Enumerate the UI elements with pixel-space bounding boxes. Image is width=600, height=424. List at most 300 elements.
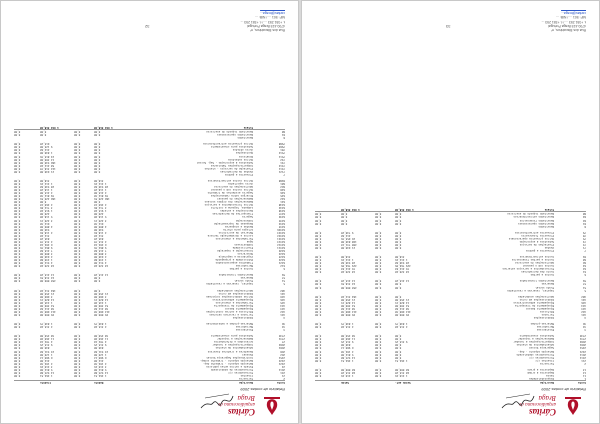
signature-mark xyxy=(199,392,235,412)
cell-credit: 840,00 xyxy=(40,346,50,350)
cell-credit: 18 320,40 xyxy=(341,270,356,274)
cell-account: 21 xyxy=(281,373,285,377)
cell-credit-prev: 0,00 xyxy=(315,230,322,234)
cell-account: 62313 xyxy=(277,239,285,243)
cell-account: 2731 xyxy=(278,337,285,341)
page-header xyxy=(315,386,586,416)
page-header xyxy=(14,386,285,416)
cell-description: Resultado líquido do exercício xyxy=(507,212,554,216)
cell-debit-prev: 0,00 xyxy=(74,358,81,362)
cell-description: Encargos sobre remunerações xyxy=(210,194,253,198)
cell-credit-prev xyxy=(14,136,36,139)
cell-description: Reservas xyxy=(541,282,554,286)
cell-credit-prev: 0,00 xyxy=(315,343,322,347)
cell-debit-prev: 0,00 xyxy=(74,340,81,344)
cell-description: Resultados extraordinários xyxy=(513,215,554,219)
cell-account: 422 xyxy=(581,309,586,313)
cell-debit-prev: 0,00 xyxy=(74,130,81,134)
cell-debit-prev xyxy=(375,292,391,295)
cell-description: Ferramentas e utensílios xyxy=(215,300,253,304)
cell-credit: 5 812,00 xyxy=(341,352,354,356)
cell-debit: 2 315,40 xyxy=(94,325,107,329)
table-row xyxy=(315,292,586,295)
cell-debit: 95 000,00 xyxy=(395,312,410,316)
cell-credit-prev xyxy=(14,286,36,289)
cell-description xyxy=(429,276,554,279)
cell-debit: 48 315,20 xyxy=(395,370,410,374)
cell-debit-prev: 0,00 xyxy=(74,200,81,204)
cell-credit: 28 540,60 xyxy=(40,185,55,188)
cell-debit: 0,00 xyxy=(94,160,101,164)
cell-credit-prev: 0,00 xyxy=(14,303,21,307)
table-row xyxy=(315,334,586,337)
cell-account: 646 xyxy=(280,191,285,195)
cell-debit: 0,00 xyxy=(395,212,402,216)
cell-credit: 412,60 xyxy=(40,148,50,152)
cell-debit-prev: 0,00 xyxy=(74,361,81,365)
cell-account: 62322 xyxy=(277,233,285,237)
table-row xyxy=(14,356,285,359)
cell-debit-prev: 0,00 xyxy=(74,306,81,310)
cell-credit-prev: 0,00 xyxy=(14,212,21,216)
cell-account xyxy=(257,139,285,142)
cell-credit: 9 740,20 xyxy=(341,230,354,234)
cell-description: Limpeza, higiene e conforto xyxy=(210,206,253,210)
cell-credit: 38 412,60 xyxy=(40,306,55,310)
cell-description: Artigos para oferta xyxy=(223,227,253,231)
cell-credit-prev: 0,00 xyxy=(315,212,322,216)
cell-description: Pessoal xyxy=(242,352,253,356)
cell-credit: 6 980,12 xyxy=(40,355,53,359)
cell-credit-prev xyxy=(315,228,337,231)
cell-credit: 200 731,10 xyxy=(341,242,357,246)
cell-description: Subsídios investimento xyxy=(519,334,554,338)
table-row xyxy=(315,307,586,310)
cell-description: Remunerações dos órgãos sociais xyxy=(204,200,253,204)
cell-debit-prev: 0,00 xyxy=(74,312,81,316)
cell-credit: 2 260,10 xyxy=(40,203,53,207)
cell-credit-prev: 0,00 xyxy=(14,255,21,259)
cell-description xyxy=(429,365,554,368)
cell-account: 36 xyxy=(582,322,586,326)
cell-credit: 3 680,00 xyxy=(40,294,53,298)
table-row xyxy=(315,249,586,252)
cell-account: 2 xyxy=(283,376,285,380)
table-row xyxy=(14,243,285,246)
cell-debit-prev: 0,00 xyxy=(74,346,81,350)
cell-debit-prev: 0,00 xyxy=(375,212,382,216)
cell-description: Prestações de serviços xyxy=(519,242,554,246)
table-row xyxy=(14,273,285,276)
cell-debit xyxy=(94,316,124,319)
table-row xyxy=(315,356,586,359)
cell-debit-prev: 0,00 xyxy=(74,160,81,164)
cell-credit-prev: 0,00 xyxy=(14,169,21,173)
cell-description: Combustíveis xyxy=(234,242,253,246)
table-row xyxy=(14,346,285,349)
cell-account: 6222 xyxy=(278,258,285,262)
cell-credit: 2 104,30 xyxy=(40,361,53,365)
cell-debit-prev xyxy=(375,273,391,276)
cell-credit-prev: 0,00 xyxy=(315,282,322,286)
cell-account: 4 xyxy=(283,316,285,320)
cell-description: Livros e documentação técnica xyxy=(207,233,253,237)
table-row xyxy=(315,319,586,322)
cell-credit-prev: 0,00 xyxy=(14,312,21,316)
table-row xyxy=(315,377,586,380)
cell-credit-prev: 0,00 xyxy=(315,340,322,344)
table-row xyxy=(14,151,285,154)
cell-credit-prev: 0,00 xyxy=(14,209,21,213)
cell-debit-prev xyxy=(375,362,391,365)
table-row xyxy=(315,310,586,313)
cell-credit-prev: 0,00 xyxy=(315,300,322,304)
cell-account: 75 xyxy=(582,236,586,240)
table-row xyxy=(14,334,285,337)
footer-email[interactable]: caritas@braga... xyxy=(260,11,285,16)
cell-credit-prev: 0,00 xyxy=(14,261,21,265)
table-row xyxy=(14,270,285,273)
table-row xyxy=(14,188,285,191)
table-row xyxy=(315,365,586,368)
cell-debit: 412 680,30 xyxy=(395,309,411,313)
cell-debit-prev: 0,00 xyxy=(375,267,382,271)
cell-debit: 0,00 xyxy=(395,294,402,298)
cell-debit: 4 702,18 xyxy=(94,340,107,344)
cell-debit: 0,00 xyxy=(94,133,101,137)
cell-debit-prev: 0,00 xyxy=(74,248,81,252)
cell-debit-prev: 0,00 xyxy=(375,218,382,222)
cell-account: 441 xyxy=(581,297,586,301)
table-row xyxy=(315,243,586,246)
cell-debit-prev xyxy=(74,286,90,289)
table-row xyxy=(14,179,285,182)
cell-credit: 1 915,40 xyxy=(40,209,53,213)
table-row xyxy=(14,194,285,197)
cell-debit: 1 212,45 xyxy=(94,181,107,185)
cell-description: Mercadorias xyxy=(536,325,554,329)
cell-account xyxy=(558,208,586,211)
footer-address: Rua dos Biscainhos, nº xyxy=(250,28,285,32)
cell-debit-prev: 0,00 xyxy=(375,337,382,341)
cell-credit-prev xyxy=(14,282,36,285)
cell-debit-prev xyxy=(375,228,391,231)
cell-account xyxy=(257,176,285,179)
cell-account: 681 xyxy=(280,181,285,185)
cell-account: 59 xyxy=(582,279,586,283)
cell-credit: 4 702,18 xyxy=(40,340,53,344)
cell-debit: 7 415,60 xyxy=(94,248,107,252)
cell-description xyxy=(128,139,253,142)
cell-account: 82 xyxy=(582,218,586,222)
cell-account: 424 xyxy=(581,303,586,307)
cell-credit: 229 766,05 xyxy=(341,264,357,268)
cell-debit: 0,00 xyxy=(395,334,402,338)
page-footer xyxy=(14,8,285,38)
cell-account: 6233 xyxy=(278,224,285,228)
cell-credit: 5 118,90 xyxy=(40,215,53,219)
cell-account: 2745 xyxy=(579,334,586,338)
cell-debit-prev: 0,00 xyxy=(74,206,81,210)
cell-account: 742 xyxy=(280,157,285,161)
cell-credit-prev xyxy=(14,126,36,129)
document-page xyxy=(0,0,299,424)
cell-debit-prev: 0,00 xyxy=(375,352,382,356)
cell-description: Proveitos extraordinários xyxy=(514,230,554,234)
cell-description: Terceiros xyxy=(539,361,554,365)
cell-debit-prev: 0,00 xyxy=(74,370,81,374)
cell-debit: 28 540,60 xyxy=(94,185,109,188)
cell-debit: 3 712,85 xyxy=(94,206,107,210)
cell-credit: 12 300,00 xyxy=(40,157,55,161)
table-row xyxy=(14,359,285,362)
cell-debit-prev: 0,00 xyxy=(74,352,81,356)
cell-debit: 0,00 xyxy=(395,239,402,243)
cell-description: Subsídios para investimento xyxy=(210,145,253,149)
cell-credit: 0,00 xyxy=(341,221,348,225)
cell-credit-prev xyxy=(315,208,337,211)
table-row xyxy=(315,286,586,289)
table-row xyxy=(14,261,285,264)
cell-credit: 14 523,80 xyxy=(40,370,55,374)
cell-account xyxy=(558,365,586,368)
cell-description: Depósitos a prazo xyxy=(527,367,554,371)
cell-debit-prev: 0,00 xyxy=(74,218,81,222)
cell-debit: 0,00 xyxy=(395,221,402,225)
cell-credit: 1 264,51 xyxy=(40,373,53,377)
cell-debit-prev: 0,00 xyxy=(74,264,81,268)
cell-credit-prev: 0,00 xyxy=(14,163,21,167)
cell-description: Amortizações acumuladas xyxy=(518,294,554,298)
cell-debit: 840,00 xyxy=(94,346,104,350)
cell-description: Resultados financeiros xyxy=(519,218,554,222)
cell-account xyxy=(257,319,285,322)
cell-description: Clientes xyxy=(240,373,253,377)
cell-credit-prev: 0,00 xyxy=(14,218,21,222)
cell-credit: 1 642 318,40 xyxy=(341,208,360,212)
table-row xyxy=(14,279,285,282)
cell-debit-prev: 0,00 xyxy=(74,261,81,265)
table-row xyxy=(315,273,586,276)
cell-debit: 186 420,55 xyxy=(94,197,110,201)
cell-credit-prev xyxy=(315,377,337,380)
cell-debit: 0,00 xyxy=(94,145,101,149)
cell-account: 84 xyxy=(582,215,586,219)
cell-account xyxy=(558,276,586,279)
organization-city: Braga xyxy=(237,393,255,402)
cell-debit-prev: 0,00 xyxy=(74,252,81,256)
table-row xyxy=(14,304,285,307)
cell-credit-prev: 0,00 xyxy=(14,273,21,277)
cell-debit: 2 104,30 xyxy=(94,361,107,365)
organization-city: Braga xyxy=(538,393,556,402)
table-row xyxy=(315,282,586,285)
table-row xyxy=(14,218,285,221)
cell-credit: 184 312,40 xyxy=(341,294,357,298)
footer-nif: NIF: 501 ... / NIB: ... xyxy=(255,15,285,20)
cell-debit: 0,00 xyxy=(395,349,402,353)
cell-credit-prev: 0,00 xyxy=(14,322,21,326)
cell-account: 2682 xyxy=(278,343,285,347)
cell-description: Resultados xyxy=(237,136,253,140)
cell-account: 6221 xyxy=(278,261,285,265)
table-row xyxy=(315,258,586,261)
cell-credit xyxy=(341,365,371,368)
cell-credit xyxy=(341,252,371,255)
cell-debit-prev xyxy=(74,173,90,176)
ledger-table xyxy=(315,46,586,384)
cell-debit: 412 680,30 xyxy=(94,309,110,313)
table-row xyxy=(315,304,586,307)
cell-credit-prev: 0,00 xyxy=(14,230,21,234)
cell-description: Equipamento básico xyxy=(224,306,253,310)
cell-debit-prev: 0,00 xyxy=(74,185,81,188)
cell-credit: 612,30 xyxy=(40,221,50,225)
cell-account: 2682 xyxy=(579,340,586,344)
cell-credit: 6 204,18 xyxy=(40,242,53,246)
table-row xyxy=(14,145,285,148)
cell-debit-prev: 0,00 xyxy=(74,145,81,149)
cell-debit: 0,00 xyxy=(395,245,402,249)
cell-credit-prev xyxy=(315,381,337,384)
cell-debit-prev xyxy=(74,176,90,179)
cell-credit-prev: 0,00 xyxy=(315,373,322,377)
cell-credit-prev: 0,00 xyxy=(14,346,21,350)
cell-account: 12 xyxy=(582,370,586,374)
cell-debit-prev xyxy=(375,225,391,228)
cell-credit: 11 460,90 xyxy=(40,337,55,341)
cell-debit: 3 800,00 xyxy=(94,252,107,256)
cell-description: Custo das mercadorias xyxy=(521,270,554,274)
cell-credit-prev: 0,00 xyxy=(14,157,21,161)
cell-debit-prev xyxy=(74,139,90,142)
cell-debit: 76 412,83 xyxy=(395,267,410,271)
cell-debit: 18 320,40 xyxy=(395,270,410,274)
organization-subtitle: arquidiocesana de xyxy=(218,401,255,407)
cell-credit-prev xyxy=(315,225,337,228)
cell-credit: 21 450,00 xyxy=(40,291,55,295)
cell-debit-prev xyxy=(74,270,90,273)
cell-description: Totais xyxy=(243,126,253,130)
table-row xyxy=(14,313,285,316)
cell-account xyxy=(558,228,586,231)
cell-debit: 0,00 xyxy=(395,236,402,240)
cell-account: 27 xyxy=(281,340,285,344)
cell-account: 64 xyxy=(582,264,586,268)
cell-description xyxy=(429,292,554,295)
cell-debit: 0,00 xyxy=(94,276,101,280)
cell-debit: 9 862,35 xyxy=(94,245,107,249)
table-row xyxy=(315,225,586,228)
cell-credit: 312,40 xyxy=(40,233,50,237)
cell-credit: 0,00 xyxy=(40,200,47,204)
cell-debit: 38 412,60 xyxy=(94,306,109,310)
cell-description: Depósitos à ordem xyxy=(527,370,554,374)
cell-account xyxy=(257,286,285,289)
cell-debit xyxy=(395,249,425,252)
cell-credit-prev xyxy=(315,316,337,319)
cell-description: Equipamento básico xyxy=(525,306,554,310)
cell-credit-prev: 0,00 xyxy=(14,297,21,301)
cell-description: Juros suportados xyxy=(228,181,253,185)
cell-credit-prev: 0,00 xyxy=(315,370,322,374)
cell-debit: 0,00 xyxy=(395,352,402,356)
cell-credit xyxy=(40,267,70,270)
cell-credit-prev: 0,00 xyxy=(14,279,21,283)
cell-description: Segurança Social xyxy=(529,346,554,350)
cell-account: 6235 xyxy=(278,218,285,222)
cell-account: 8 xyxy=(584,224,586,228)
cell-credit: 250 000,00 xyxy=(40,279,56,283)
cell-debit: 0,00 xyxy=(395,346,402,350)
cell-debit-prev: 0,00 xyxy=(74,300,81,304)
cell-credit xyxy=(341,319,371,322)
document-page xyxy=(301,0,600,424)
cell-debit-prev: 0,00 xyxy=(74,297,81,301)
cell-account: 6234 xyxy=(278,221,285,225)
cell-debit: 11 460,90 xyxy=(94,337,109,341)
cell-description: Acréscimos e diferimentos xyxy=(213,340,253,344)
cell-account xyxy=(257,331,285,334)
cell-debit-prev: 0,00 xyxy=(375,255,382,259)
cell-description: Capital, reservas e resultados xyxy=(206,282,253,286)
cell-debit: 0,00 xyxy=(395,230,402,234)
table-row xyxy=(315,328,586,331)
cell-description: Fornecedores c/c xyxy=(529,355,554,359)
cell-debit: 0,00 xyxy=(94,288,101,292)
cell-description: Equipamento administrativo xyxy=(212,297,253,301)
cell-credit: 22 541,60 xyxy=(40,349,55,353)
cell-account: 6226 xyxy=(278,248,285,252)
cell-credit-prev: 0,00 xyxy=(14,215,21,219)
cell-debit: 14 523,80 xyxy=(94,370,109,374)
cell-debit: 612,30 xyxy=(94,221,104,225)
cell-description xyxy=(128,176,253,179)
cell-credit-prev xyxy=(315,365,337,368)
table-row xyxy=(315,212,586,215)
table-row xyxy=(315,322,586,325)
table-row xyxy=(315,255,586,258)
cell-debit-prev: 0,00 xyxy=(375,221,382,225)
cell-debit: 39 812,30 xyxy=(94,194,109,198)
cell-description: Comparticipações a receber xyxy=(212,343,253,347)
cell-debit-prev xyxy=(74,126,90,129)
table-row xyxy=(14,322,285,325)
cell-account: Conta xyxy=(277,381,285,384)
cell-debit-prev xyxy=(74,331,90,334)
cell-credit: 9 862,35 xyxy=(40,245,53,249)
cell-credit-prev: 0,00 xyxy=(14,142,21,146)
cell-credit: 14 523,80 xyxy=(341,355,356,359)
cell-debit-prev: 0,00 xyxy=(74,322,81,326)
cell-debit: 0,00 xyxy=(395,285,402,289)
cell-credit: 1 230,80 xyxy=(40,258,53,262)
cell-credit: 24 815,35 xyxy=(40,154,55,158)
cell-account: 51 xyxy=(281,279,285,283)
cell-credit-prev: 0,00 xyxy=(14,206,21,210)
cell-debit xyxy=(395,252,425,255)
cell-credit-prev: 0,00 xyxy=(315,239,322,243)
cell-debit xyxy=(94,270,124,273)
cell-credit-prev: 0,00 xyxy=(315,337,322,341)
cell-credit-prev: 0,00 xyxy=(315,267,322,271)
cell-debit-prev: 0,00 xyxy=(375,245,382,249)
cell-credit-prev: 0,00 xyxy=(315,264,322,268)
cell-credit: 412,60 xyxy=(341,233,351,237)
table-row xyxy=(14,325,285,328)
footer-email[interactable]: caritas@braga... xyxy=(561,11,586,16)
cell-debit-prev: 0,00 xyxy=(375,349,382,353)
